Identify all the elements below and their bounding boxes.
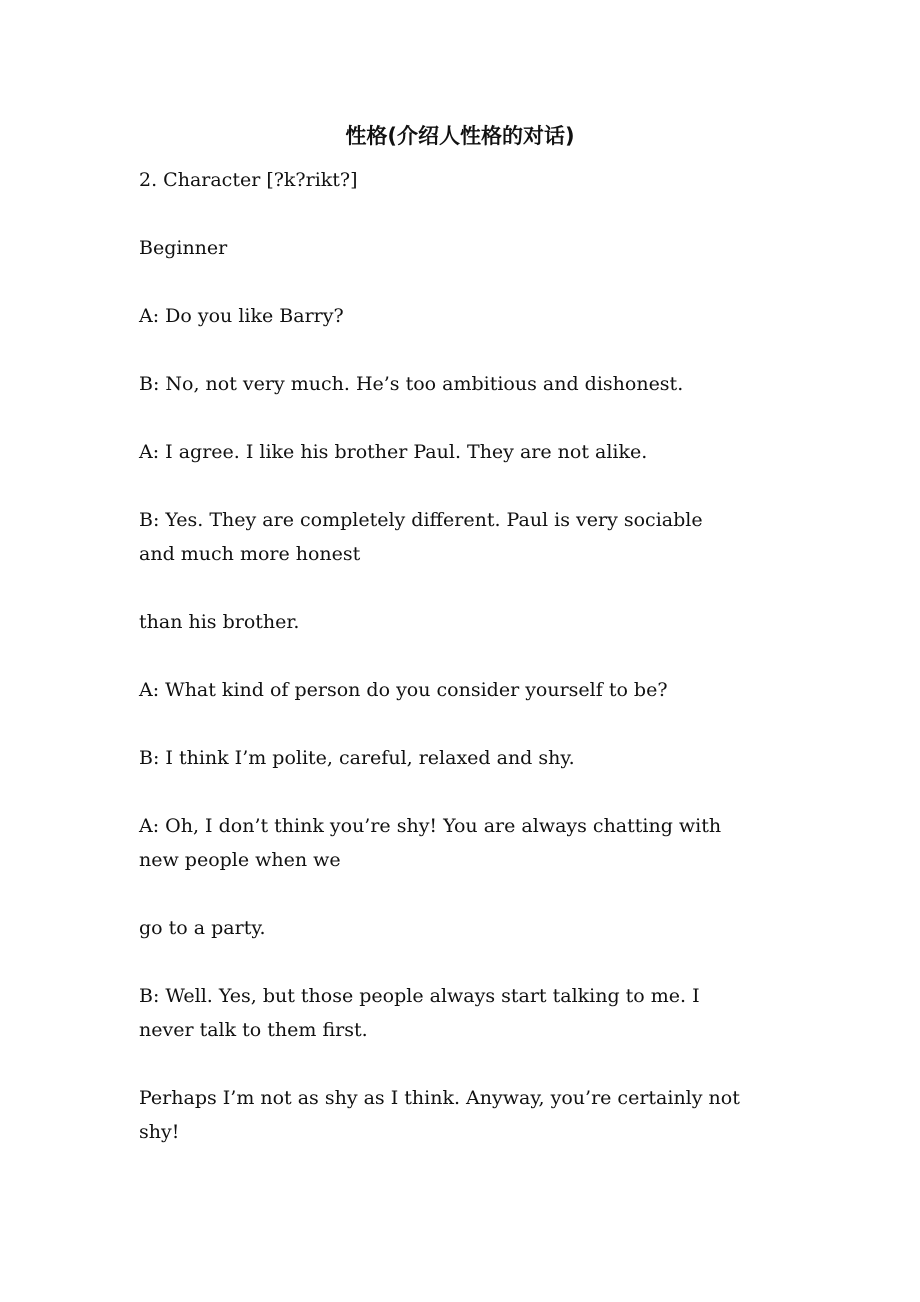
section-heading-text: 2. Character [?k?rikt?] [139, 169, 358, 191]
dialogue-line: B: I think I’m polite, careful, relaxed and shy. [139, 747, 575, 769]
dialogue-line: B: No, not very much. He’s too ambitious and dishonest. [139, 373, 684, 395]
dialogue-line: Perhaps I’m not as shy as I think. Anyway, you’re certainly not [139, 1087, 740, 1109]
dialogue-paragraph [139, 979, 799, 1047]
dialogue-line: A: I agree. I like his brother Paul. They are not alike. [139, 441, 648, 463]
dialogue-paragraph [139, 1081, 799, 1149]
section-heading [139, 163, 799, 197]
dialogue-paragraph [139, 605, 799, 639]
dialogue-paragraph [139, 809, 799, 877]
dialogue-line: new people when we [139, 849, 341, 871]
document-title: 性格(介绍人性格的对话) [345, 124, 575, 148]
dialogue-line: never talk to them first. [139, 1019, 368, 1041]
dialogue-paragraph [139, 503, 799, 571]
dialogue-line: than his brother. [139, 611, 300, 633]
dialogue-line: shy! [139, 1121, 180, 1143]
level-label [139, 231, 799, 265]
dialogue-line: B: Yes. They are completely different. Paul is very sociable [139, 509, 703, 531]
dialogue-line: and much more honest [139, 543, 361, 565]
dialogue-paragraph [139, 435, 799, 469]
dialogue-line: A: What kind of person do you consider yourself to be? [139, 679, 668, 701]
dialogue-line: B: Well. Yes, but those people always start talking to me. I [139, 985, 700, 1007]
dialogue-paragraph [139, 741, 799, 775]
dialogue-paragraph [139, 367, 799, 401]
dialogue-line: A: Oh, I don’t think you’re shy! You are always chatting with [139, 815, 722, 837]
dialogue-line: A: Do you like Barry? [139, 305, 344, 327]
dialogue-paragraph [139, 911, 799, 945]
level-label-text: Beginner [139, 237, 228, 259]
dialogue-line: go to a party. [139, 917, 266, 939]
dialogue-paragraph [139, 673, 799, 707]
dialogue-paragraph [139, 299, 799, 333]
